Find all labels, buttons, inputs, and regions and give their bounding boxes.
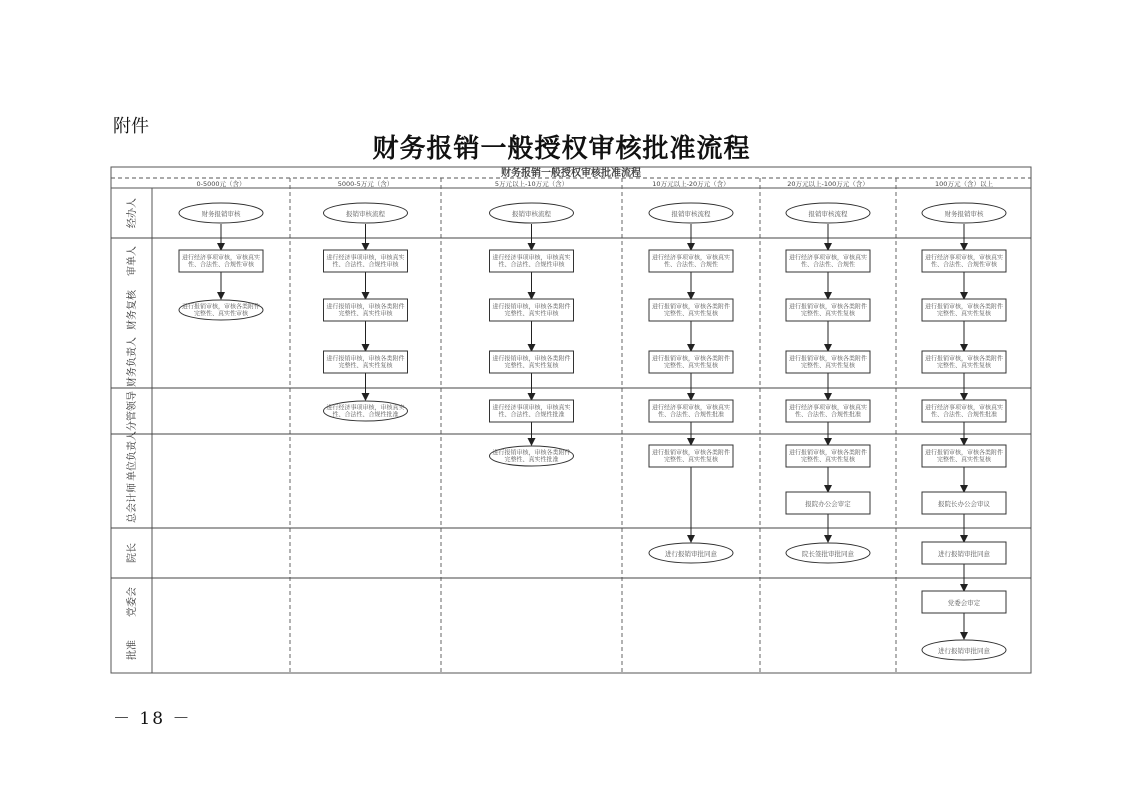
flow-node-text-line: 进行经济事项审核，审核真实 <box>651 404 731 412</box>
lane-label: 财务复核 <box>127 290 138 330</box>
flow-node-text-line: 进行报销审核，审核各类附件 <box>651 355 731 363</box>
flow-node-text-line: 进行报销审核，审核各类附件 <box>924 303 1004 311</box>
flow-node-text <box>652 403 730 418</box>
column-header: 100万元（含）以上 <box>935 180 993 188</box>
flow-node-text-line: 完整性、真实性复核 <box>936 362 992 370</box>
flow-node-text-line: 性、合法性、合规性 <box>663 261 719 269</box>
flow-node-text-line: 进行报销审核，审核各类附件 <box>181 303 261 311</box>
flow-node-text: 进行报销审批同意 <box>938 647 990 655</box>
lane-label: 分管领导 <box>127 391 138 431</box>
flow-node-text: 进行报销审批同意 <box>665 550 717 558</box>
flow-node-text-line: 进行经济事项审核，审核真实 <box>492 404 571 412</box>
flow-node-text-line: 完整性、真实性批准 <box>504 456 559 464</box>
flow-node-text-line: 性、合法性、合规性审核 <box>187 261 255 269</box>
flow-node-text-line: 性、合法性、合规性批准 <box>332 411 399 419</box>
flow-node-text-line: 进行报销审核，审核各类附件 <box>924 449 1004 457</box>
flow-node-text-line: 性、合法性、合规性审核 <box>332 261 399 269</box>
flow-node-text: 报院长办公会审议 <box>938 500 990 508</box>
flow-node-text-line: 完整性、真实性复核 <box>800 310 856 318</box>
flow-node-text-line: 完整性、真实性审核 <box>193 310 249 318</box>
flow-node-text-line: 完整性、真实性审核 <box>504 310 559 318</box>
flow-node-text-line: 完整性、真实性复核 <box>504 362 559 370</box>
flow-node-text-line: 进行经济事项审核，审核真实 <box>788 404 868 412</box>
flow-node-text <box>326 253 404 268</box>
flow-node-text-line: 进行经济事项审核，审核真实 <box>492 254 571 262</box>
flow-node-text-line: 进行经济事项审核，审核真实 <box>924 254 1004 262</box>
flow-node-text-line: 进行报销审核，审核各类附件 <box>492 303 571 311</box>
flow-node-text: 报销审核流程 <box>808 210 848 218</box>
lane-label: 批准 <box>127 640 138 660</box>
flow-node-text <box>925 403 1003 418</box>
flow-node-text-line: 完整性、真实性复核 <box>936 456 992 464</box>
flow-node-text-line: 进行经济事项审核，审核真实 <box>651 254 731 262</box>
flow-node-text: 报销审核流程 <box>346 210 385 218</box>
flow-node-text-line: 性、合法性、合规性审核 <box>498 261 565 269</box>
flow-node-text-line: 进行报销审核，审核各类附件 <box>788 303 868 311</box>
lane-label: 审单人 <box>127 246 138 276</box>
flow-node-text-line: 性、合法性、合规性审核 <box>930 261 998 269</box>
flow-node-text-line: 进行经济事项审核，审核真实 <box>326 404 405 412</box>
flow-node-text-line: 进行报销审核，审核各类附件 <box>492 449 571 457</box>
page-title: 财务报销一般授权审核批准流程 <box>372 134 751 164</box>
flow-node-text: 进行报销审批同意 <box>938 550 990 558</box>
flow-node-text-line: 进行报销审核，审核各类附件 <box>326 355 405 363</box>
flow-node-text-line: 性、合法性、合规性 <box>800 261 856 269</box>
flow-node-text-line: 完整性、真实性复核 <box>800 456 856 464</box>
flow-node-text: 财务报销审核 <box>944 210 984 218</box>
lane-label: 总会计师 <box>127 483 138 523</box>
flow-node-text-line: 进行经济事项审核，审核真实 <box>326 254 405 262</box>
flow-node-text-line: 进行报销审核，审核各类附件 <box>651 303 731 311</box>
column-header: 5000-5万元（含） <box>337 180 394 188</box>
page-number: － 18 － <box>113 709 192 729</box>
flow-node-text-line: 完整性、真实性复核 <box>338 362 393 370</box>
column-header: 20万元以上-100万元（含） <box>787 180 869 188</box>
flow-node-text: 报销审核流程 <box>671 210 711 218</box>
flow-node-text-line: 完整性、真实性复核 <box>800 362 856 370</box>
flow-node-text <box>326 403 404 418</box>
annex-label: 附件 <box>113 116 149 137</box>
flow-node-text: 财务报销审核 <box>201 210 241 218</box>
flow-node-text: 党委会审定 <box>947 599 981 607</box>
flow-node-text: 报院办公会审定 <box>805 500 851 508</box>
lane-label: 经办人 <box>127 198 138 228</box>
flow-node-text-line: 完整性、真实性复核 <box>663 362 719 370</box>
flow-node-text-line: 完整性、真实性审核 <box>338 310 393 318</box>
lane-label: 党委会 <box>127 587 138 617</box>
flow-node-text-line: 进行报销审核，审核各类附件 <box>788 449 868 457</box>
flow-node-text <box>182 253 260 268</box>
flow-node-text-line: 进行经济事项审核，审核真实 <box>181 254 261 262</box>
flow-node-text: 报销审核流程 <box>512 210 551 218</box>
approval-flowchart <box>110 166 1032 674</box>
lane-label: 单位负责人 <box>127 431 138 481</box>
flow-node-text-line: 性、合法性、合规性批准 <box>657 411 725 419</box>
flow-inner-title: 财务报销一般授权审核批准流程 <box>501 168 641 179</box>
column-header: 0-5000元（含） <box>196 180 246 188</box>
flow-node-text-line: 性、合法性、合规性批准 <box>498 411 565 419</box>
column-header: 10万元以上-20万元（含） <box>652 180 730 188</box>
flow-node-text-line: 性、合法性、合规性批准 <box>794 411 862 419</box>
column-header: 5万元以上-10万元（含） <box>494 180 569 188</box>
lane-label: 财务负责人 <box>127 337 138 387</box>
flow-node-text <box>492 253 570 268</box>
flow-node-text-line: 完整性、真实性复核 <box>663 310 719 318</box>
flow-node-text-line: 完整性、真实性复核 <box>936 310 992 318</box>
flow-node-text <box>789 403 867 418</box>
flow-node-text-line: 进行经济事项审核，审核真实 <box>788 254 868 262</box>
flow-node-text: 院长签批审批同意 <box>802 550 854 558</box>
flow-node-text-line: 进行报销审核，审核各类附件 <box>651 449 731 457</box>
lane-label: 院长 <box>127 543 138 563</box>
flow-node-text-line: 进行报销审核，审核各类附件 <box>924 355 1004 363</box>
flow-node-text-line: 进行经济事项审核，审核真实 <box>924 404 1004 412</box>
flow-node-text-line: 进行报销审核，审核各类附件 <box>788 355 868 363</box>
flow-node-text <box>925 253 1003 268</box>
flow-node-text-line: 性、合法性、合规性批准 <box>930 411 998 419</box>
flow-node-text-line: 进行报销审核，审核各类附件 <box>492 355 571 363</box>
flow-node-text-line: 进行报销审核，审核各类附件 <box>326 303 405 311</box>
flow-node-text <box>492 403 570 418</box>
flow-node-text-line: 完整性、真实性复核 <box>663 456 719 464</box>
